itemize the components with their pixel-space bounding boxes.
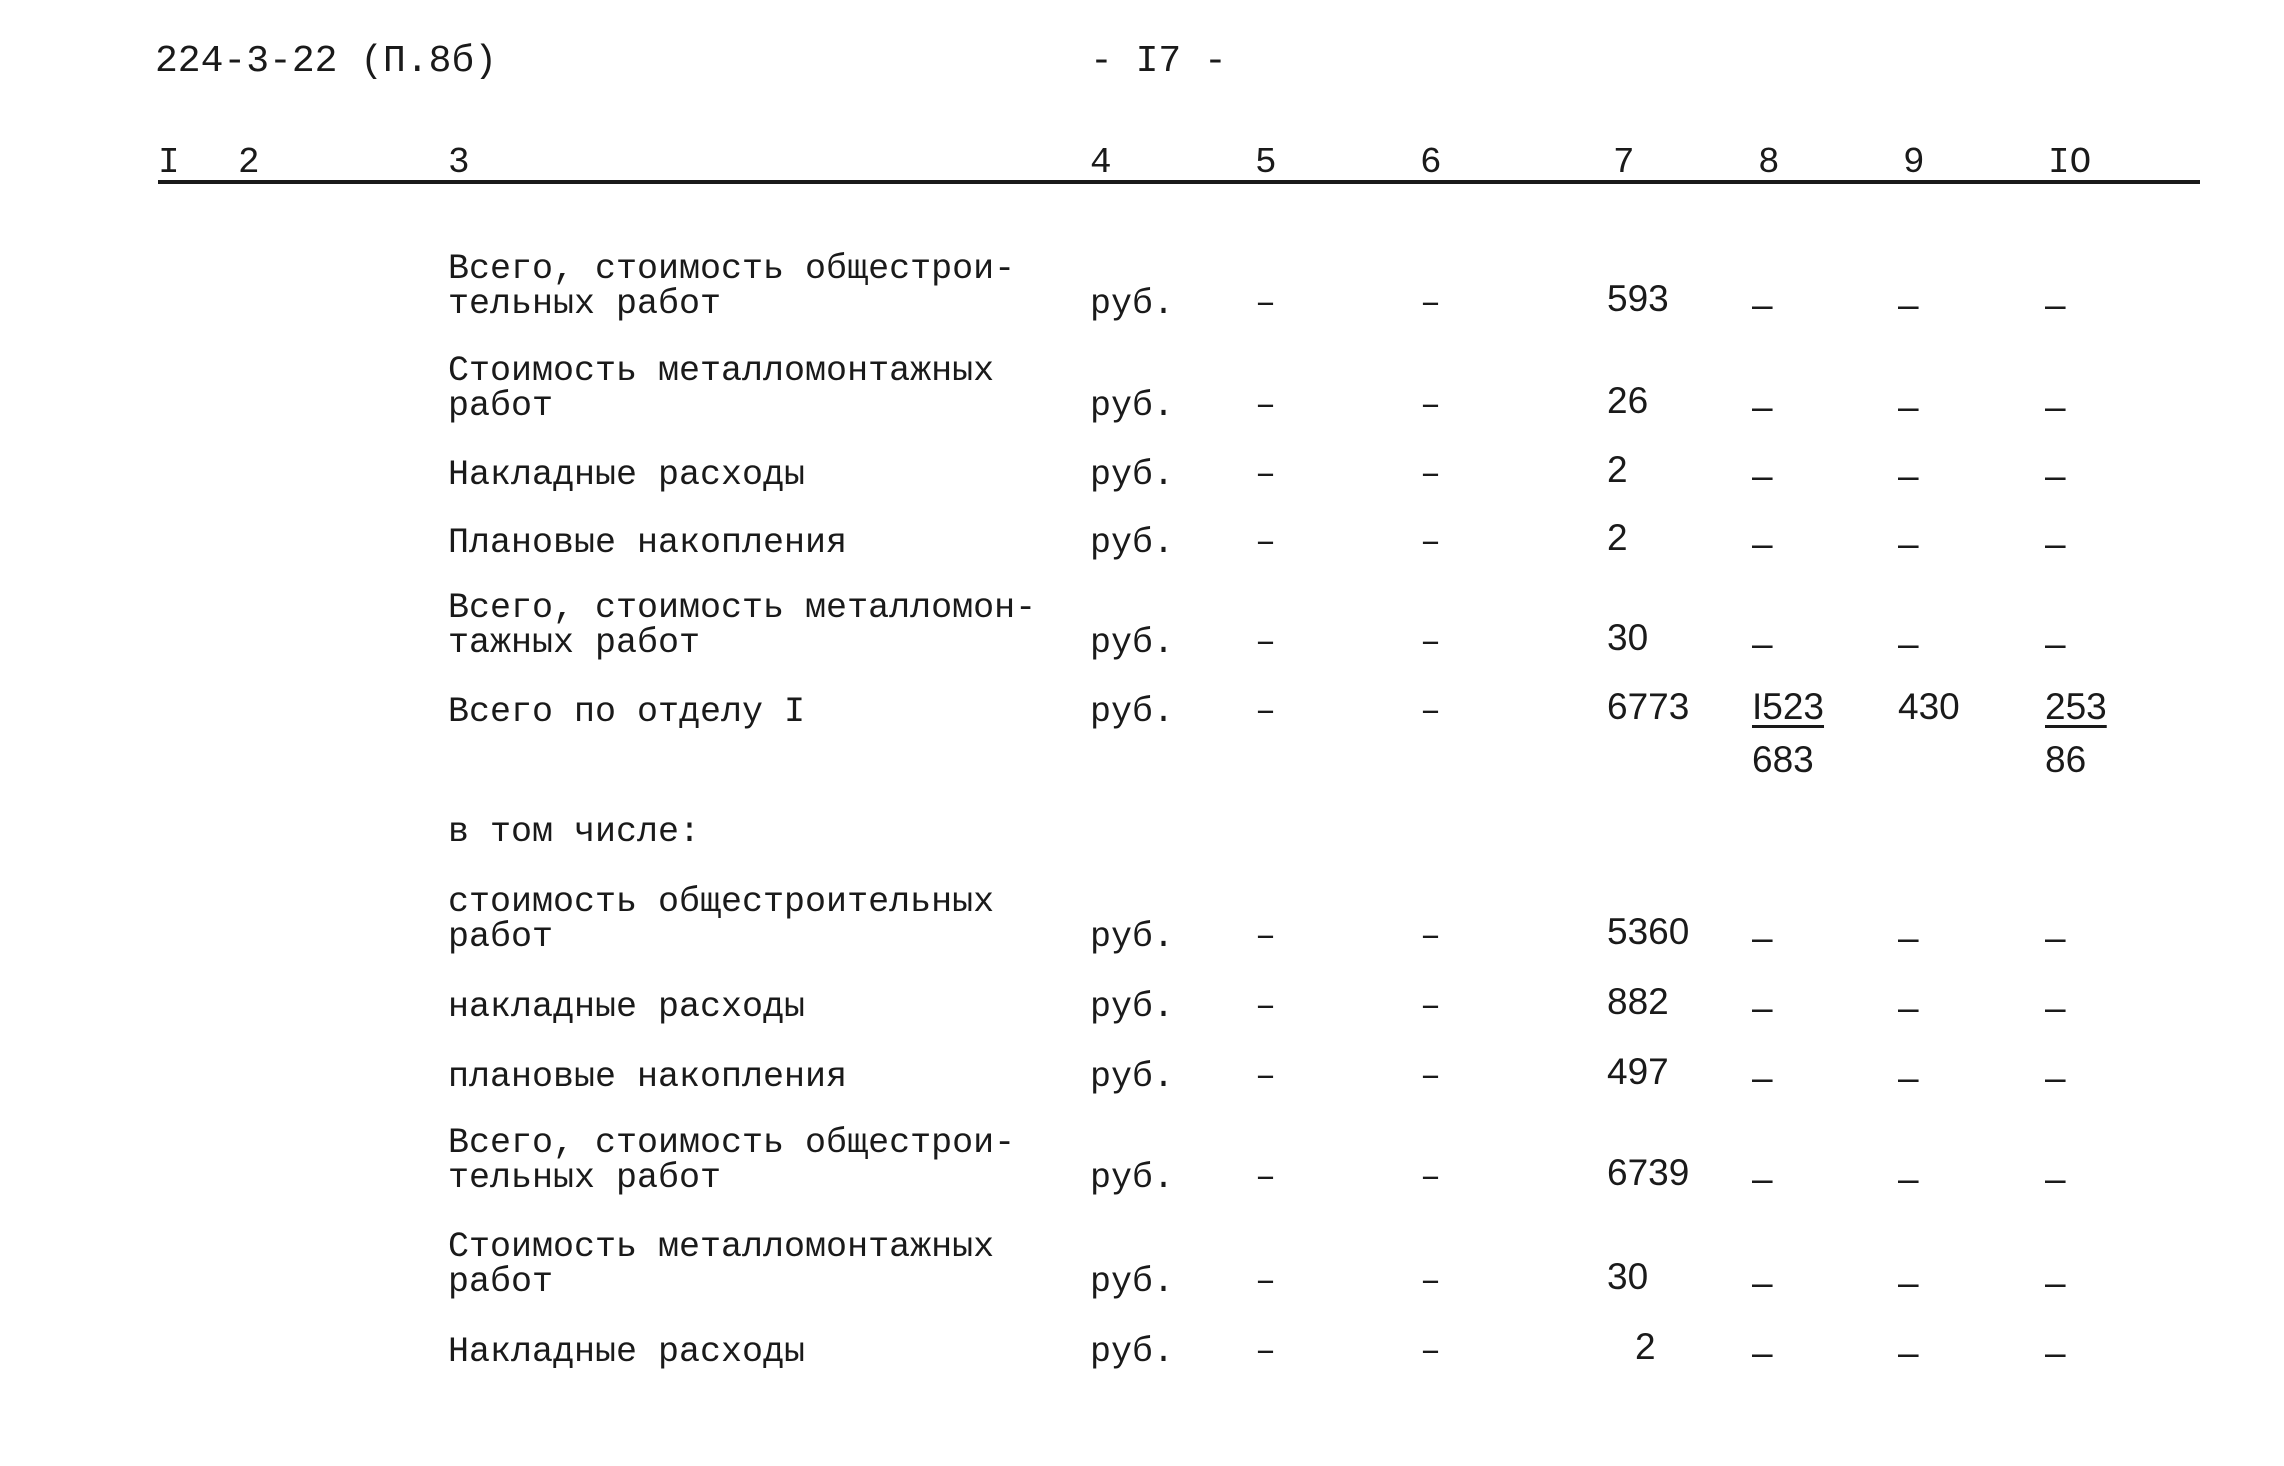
row-col9: – bbox=[1898, 917, 1919, 958]
row-col9: 430 bbox=[1898, 686, 1960, 727]
row-col7: 26 bbox=[1607, 380, 1649, 421]
row-description: Всего, стоимость металломон- тажных работ bbox=[448, 588, 1037, 663]
column-header-1: I bbox=[158, 142, 180, 183]
row-col8: – bbox=[1752, 1332, 1773, 1373]
row-description: Стоимость металломонтажных работ bbox=[448, 351, 995, 426]
row-col8-numerator: I523 bbox=[1752, 686, 1825, 727]
row-description: накладные расходы bbox=[448, 987, 806, 1027]
row-col7: 6739 bbox=[1607, 1152, 1690, 1193]
row-col10: – bbox=[2045, 1262, 2066, 1303]
row-col9: – bbox=[1898, 987, 1919, 1028]
row-col7: 2 bbox=[1635, 1326, 1656, 1367]
row-col5: – bbox=[1255, 1057, 1277, 1097]
row-col8: – bbox=[1752, 1158, 1773, 1199]
row-col8: – bbox=[1752, 284, 1773, 325]
row-col10: – bbox=[2045, 623, 2066, 664]
row-col9: – bbox=[1898, 1332, 1919, 1373]
row-unit: руб. bbox=[1090, 1262, 1175, 1302]
row-col7: 30 bbox=[1607, 1256, 1649, 1297]
row-col6: – bbox=[1420, 1158, 1442, 1198]
row-col9: – bbox=[1898, 1262, 1919, 1303]
row-col10-denominator: 86 bbox=[2045, 739, 2087, 780]
row-col5: – bbox=[1255, 1262, 1277, 1302]
row-col7: 5360 bbox=[1607, 911, 1690, 952]
row-col8: – bbox=[1752, 455, 1773, 496]
row-description: стоимость общестроительных работ bbox=[448, 882, 995, 957]
row-col5: – bbox=[1255, 917, 1277, 957]
column-header-5: 5 bbox=[1255, 142, 1277, 183]
row-col9: – bbox=[1898, 284, 1919, 325]
row-unit: руб. bbox=[1090, 623, 1175, 663]
row-col5: – bbox=[1255, 455, 1277, 495]
row-unit: руб. bbox=[1090, 386, 1175, 426]
row-description: плановые накопления bbox=[448, 1057, 848, 1097]
row-col6: – bbox=[1420, 917, 1442, 957]
row-unit: руб. bbox=[1090, 1158, 1175, 1198]
row-col6: – bbox=[1420, 692, 1442, 732]
row-col9: – bbox=[1898, 1158, 1919, 1199]
row-col9: – bbox=[1898, 1057, 1919, 1098]
row-col6: – bbox=[1420, 623, 1442, 663]
row-col6: – bbox=[1420, 1262, 1442, 1302]
column-header-6: 6 bbox=[1420, 142, 1442, 183]
row-col10: – bbox=[2045, 523, 2066, 564]
header-rule bbox=[158, 180, 2200, 184]
row-col8: – bbox=[1752, 1262, 1773, 1303]
section-caption: в том числе: bbox=[448, 812, 701, 852]
column-header-9: 9 bbox=[1903, 142, 1925, 183]
row-col8: – bbox=[1752, 917, 1773, 958]
row-col8: – bbox=[1752, 1057, 1773, 1098]
row-col5: – bbox=[1255, 1158, 1277, 1198]
row-unit: руб. bbox=[1090, 455, 1175, 495]
row-description: Всего по отделу I bbox=[448, 692, 806, 732]
row-col5: – bbox=[1255, 284, 1277, 324]
column-header-8: 8 bbox=[1758, 142, 1780, 183]
row-description: Накладные расходы bbox=[448, 455, 806, 495]
row-col10: – bbox=[2045, 917, 2066, 958]
row-unit: руб. bbox=[1090, 987, 1175, 1027]
row-col6: – bbox=[1420, 386, 1442, 426]
row-unit: руб. bbox=[1090, 1057, 1175, 1097]
row-col7: 882 bbox=[1607, 981, 1669, 1022]
row-col9: – bbox=[1898, 386, 1919, 427]
row-col9: – bbox=[1898, 623, 1919, 664]
row-col5: – bbox=[1255, 386, 1277, 426]
row-col10: – bbox=[2045, 284, 2066, 325]
document-code: 224-3-22 (П.8б) bbox=[155, 40, 498, 83]
row-col6: – bbox=[1420, 1057, 1442, 1097]
row-col5: – bbox=[1255, 987, 1277, 1027]
row-unit: руб. bbox=[1090, 692, 1175, 732]
row-col9: – bbox=[1898, 455, 1919, 496]
row-col5: – bbox=[1255, 1332, 1277, 1372]
row-description: Стоимость металломонтажных работ bbox=[448, 1227, 995, 1302]
row-col8: – bbox=[1752, 623, 1773, 664]
row-col7: 30 bbox=[1607, 617, 1649, 658]
row-col10-numerator: 253 bbox=[2045, 686, 2107, 727]
row-description: Всего, стоимость общестрои- тельных работ bbox=[448, 249, 1016, 324]
column-header-7: 7 bbox=[1613, 142, 1635, 183]
row-col10: – bbox=[2045, 455, 2066, 496]
column-header-3: 3 bbox=[448, 142, 470, 183]
row-col10: – bbox=[2045, 1158, 2066, 1199]
row-description: Накладные расходы bbox=[448, 1332, 806, 1372]
row-col9: – bbox=[1898, 523, 1919, 564]
row-col5: – bbox=[1255, 523, 1277, 563]
row-col6: – bbox=[1420, 1332, 1442, 1372]
row-description: Всего, стоимость общестрои- тельных работ bbox=[448, 1123, 1016, 1198]
row-unit: руб. bbox=[1090, 284, 1175, 324]
column-header-2: 2 bbox=[238, 142, 260, 183]
row-col5: – bbox=[1255, 623, 1277, 663]
row-col6: – bbox=[1420, 455, 1442, 495]
row-unit: руб. bbox=[1090, 1332, 1175, 1372]
row-col10: – bbox=[2045, 987, 2066, 1028]
row-description: Плановые накопления bbox=[448, 523, 848, 563]
column-header-4: 4 bbox=[1090, 142, 1112, 183]
row-col6: – bbox=[1420, 284, 1442, 324]
row-unit: руб. bbox=[1090, 523, 1175, 563]
page-number: - I7 - bbox=[1090, 40, 1227, 83]
row-col10: – bbox=[2045, 386, 2066, 427]
row-col10: – bbox=[2045, 1057, 2066, 1098]
row-col5: – bbox=[1255, 692, 1277, 732]
row-col6: – bbox=[1420, 987, 1442, 1027]
column-header-10: IO bbox=[2048, 142, 2092, 183]
row-col7: 2 bbox=[1607, 449, 1628, 490]
row-col8-denominator: 683 bbox=[1752, 739, 1814, 780]
row-col8: – bbox=[1752, 523, 1773, 564]
row-col7: 593 bbox=[1607, 278, 1669, 319]
row-col7: 497 bbox=[1607, 1051, 1669, 1092]
row-col8: – bbox=[1752, 987, 1773, 1028]
row-unit: руб. bbox=[1090, 917, 1175, 957]
row-col7: 2 bbox=[1607, 517, 1628, 558]
row-col7: 6773 bbox=[1607, 686, 1690, 727]
row-col10: – bbox=[2045, 1332, 2066, 1373]
row-col6: – bbox=[1420, 523, 1442, 563]
row-col8: – bbox=[1752, 386, 1773, 427]
